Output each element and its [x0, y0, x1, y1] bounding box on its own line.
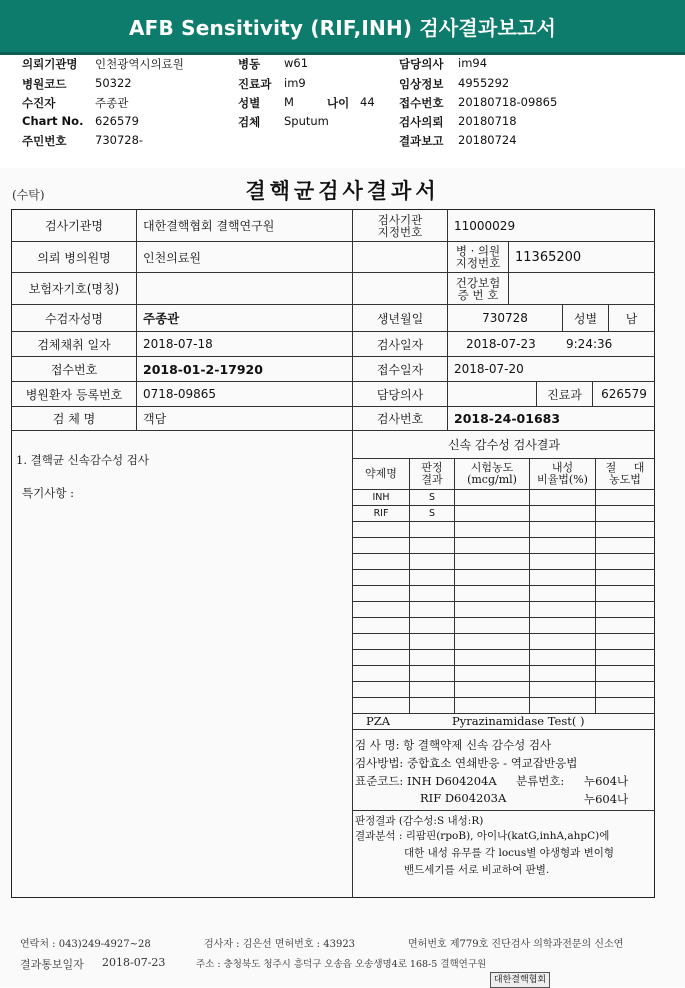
header-value: im9	[284, 76, 306, 90]
org-label: 검사기관명	[45, 219, 103, 233]
analysis-line-3: 밴드세기를 서로 비교하여 판별.	[404, 864, 550, 876]
org-stamp: 대한결핵협회	[490, 972, 550, 988]
grid-line	[352, 521, 655, 522]
footer-tester: 검사자 : 김은선 면허번호 : 43923	[204, 939, 356, 950]
grid-line	[352, 649, 655, 650]
sex-value: 남	[625, 311, 638, 326]
grid-line	[352, 729, 655, 730]
method-line-3: 표준코드: INH D604204A	[355, 774, 497, 788]
footer-contact: 연락처 : 043)249-4927~28	[20, 939, 151, 950]
method-line-1: 검 사 명: 항 결핵약제 신속 감수성 검사	[355, 738, 552, 752]
method-line-4-code: 누604나	[584, 792, 629, 806]
footer-address: 주소 : 충청북도 청주시 흥덕구 오송읍 오송생명4로 168-5 결핵연구원	[196, 959, 487, 970]
header-value: 주종관	[95, 96, 129, 110]
org-no-value: 11000029	[454, 218, 516, 233]
birth-value: 730728	[482, 311, 528, 325]
hospital-no-value: 11365200	[515, 249, 582, 265]
header-value: 626579	[95, 114, 139, 128]
method-line-3-category: 분류번호:	[516, 774, 565, 788]
grid-line	[352, 681, 655, 682]
registration-value: 0718-09865	[143, 387, 217, 401]
header-key: 주민번호	[22, 134, 67, 148]
collect-date-label: 검체채취 일자	[37, 337, 111, 352]
col-header-concentration	[455, 459, 529, 489]
test-date-label: 검사일자	[376, 337, 424, 352]
specimen-label: 검 체 명	[52, 412, 96, 426]
receipt-date-value: 2018-07-20	[454, 362, 524, 376]
header-key: Chart No.	[22, 114, 84, 128]
birth-label: 생년월일	[376, 311, 424, 326]
header-key: 병원코드	[22, 77, 67, 91]
col-header-result-l2: 결과	[421, 473, 443, 486]
receipt-no-label: 접수번호	[50, 362, 98, 377]
method-line-2: 검사방법: 중합효소 연쇄반응 - 역교잡반응법	[355, 756, 578, 770]
result-table-title: 신속 감수성 검사결과	[448, 438, 560, 452]
org-value: 대한결핵협회 결핵연구원	[143, 219, 275, 233]
grid-line	[352, 617, 655, 618]
drug-result: S	[428, 492, 436, 503]
insurer-label: 보험자기호(명칭)	[28, 282, 120, 296]
grid-line	[352, 810, 655, 811]
test-item: 1. 결핵균 신속감수성 검사	[16, 453, 150, 467]
test-no-value: 2018-24-01683	[454, 411, 561, 426]
header-value: 20180724	[458, 133, 517, 147]
header-key: 수진자	[22, 96, 56, 110]
header-value: w61	[284, 56, 309, 70]
col-header-drug-l1: 약제명	[365, 467, 397, 480]
specimen-value: 객담	[143, 412, 167, 426]
header-key: 접수번호	[399, 96, 444, 110]
grid-line	[454, 459, 455, 713]
report-title: AFB Sensitivity (RIF,INH) 검사결과보고서	[128, 15, 557, 40]
footer-notify-label: 결과통보일자	[20, 958, 84, 971]
patient-name-value: 주종관	[143, 311, 180, 326]
grid-line	[529, 459, 530, 713]
header-value: 20180718	[458, 114, 517, 128]
pza-label: PZA	[366, 714, 391, 728]
header-value: M	[284, 95, 294, 109]
insurance-no-label	[448, 273, 508, 304]
org-no-label	[353, 210, 447, 241]
insurance-no-label-line2: 증 번 호	[457, 287, 499, 302]
col-header-result-l1: 판정	[421, 461, 443, 474]
header-value: 730728-	[95, 133, 144, 147]
insurance-no-label-line1: 건강보험	[455, 275, 501, 290]
col-header-absolute	[596, 459, 654, 489]
hospital-value: 인천의료원	[143, 250, 201, 265]
hospital-no-label-line1: 병 · 의원	[455, 244, 501, 258]
department-value: 626579	[601, 387, 647, 401]
receipt-date-label: 접수일자	[376, 362, 424, 377]
test-time-value: 9:24:36	[566, 337, 613, 351]
grid-line	[352, 697, 655, 698]
header-value: im94	[458, 56, 488, 70]
header-value: 20180718-09865	[458, 95, 558, 109]
col-header-result	[410, 459, 454, 489]
analysis-line-1: 결과분석 : 리팜핀(rpoB), 아이나(katG,inhA,ahpC)에	[355, 830, 610, 842]
col-header-proportion	[530, 459, 595, 489]
test-no-label: 검사번호	[376, 412, 424, 426]
header-key: 검사의뢰	[399, 115, 444, 129]
sex-label: 성별	[573, 311, 598, 326]
report-tag: (수탁)	[12, 188, 45, 202]
footer-notify-date: 2018-07-23	[102, 956, 166, 969]
test-date-value: 2018-07-23	[466, 337, 536, 351]
registration-label: 병원환자 등록번호	[25, 387, 123, 402]
col-header-absolute-l2: 농도법	[609, 473, 641, 486]
header-key: 담당의사	[399, 57, 444, 71]
pza-value: Pyrazinamidase Test( )	[452, 714, 585, 728]
col-header-concentration-l2: (mcg/ml)	[467, 473, 517, 486]
header-key: 결과보고	[399, 134, 444, 148]
header-key: 의뢰기관명	[22, 57, 78, 71]
hospital-no-label	[448, 242, 508, 272]
col-header-proportion-l2: 비율법(%)	[537, 473, 588, 486]
col-header-absolute-l1: 절 대	[605, 461, 645, 474]
org-no-label-line1: 검사기관	[377, 212, 423, 227]
hospital-no-label-line2: 지정번호	[455, 256, 501, 270]
method-line-4: RIF D604203A	[420, 791, 507, 805]
remark-label: 특기사항 :	[22, 486, 74, 500]
patient-name-label: 수검자성명	[45, 311, 103, 326]
grid-line	[352, 665, 655, 666]
header-key: 진료과	[238, 77, 272, 91]
grid-line	[352, 633, 655, 634]
header-key: 검체	[238, 115, 261, 129]
grid-line	[352, 601, 655, 602]
grid-line	[352, 553, 655, 554]
header-value: 50322	[95, 76, 132, 90]
drug-name: RIF	[373, 508, 389, 519]
grid-line	[352, 569, 655, 570]
col-header-drug	[353, 459, 409, 489]
grid-line	[352, 585, 655, 586]
document-title: 결핵균검사결과서	[245, 178, 440, 203]
header-key: 병동	[238, 57, 261, 71]
grid-line	[595, 459, 596, 713]
header-key: 임상정보	[399, 77, 444, 91]
col-header-concentration-l1: 시험농도	[470, 461, 514, 474]
col-header-proportion-l1: 내성	[551, 461, 574, 474]
org-no-label-line2: 지정번호	[377, 224, 423, 239]
judgment-legend: 판정결과 (감수성:S 내성:R)	[355, 815, 484, 827]
header-value: 인천광역시의료원	[95, 57, 184, 71]
grid-line	[352, 537, 655, 538]
footer-license: 면허번호 제779호 진단검사 의학과전문의 신소연	[408, 939, 624, 950]
doctor-label: 담당의사	[376, 387, 424, 402]
header-value: 44	[360, 95, 375, 109]
report-banner	[0, 0, 685, 55]
header-value: 4955292	[458, 76, 510, 90]
drug-name: INH	[372, 492, 390, 503]
drug-result: S	[428, 508, 436, 519]
hospital-label: 의뢰 병의원명	[37, 250, 111, 265]
method-line-3-code: 누604나	[584, 774, 629, 788]
header-value: Sputum	[284, 114, 329, 128]
receipt-no-value: 2018-01-2-17920	[143, 361, 263, 377]
analysis-line-2: 대한 내성 유무를 각 locus별 야생형과 변이형	[404, 847, 615, 859]
collect-date-value: 2018-07-18	[143, 337, 213, 351]
department-label: 진료과	[547, 387, 582, 402]
header-key: 성별	[238, 96, 261, 110]
header-key: 나이	[327, 96, 350, 110]
